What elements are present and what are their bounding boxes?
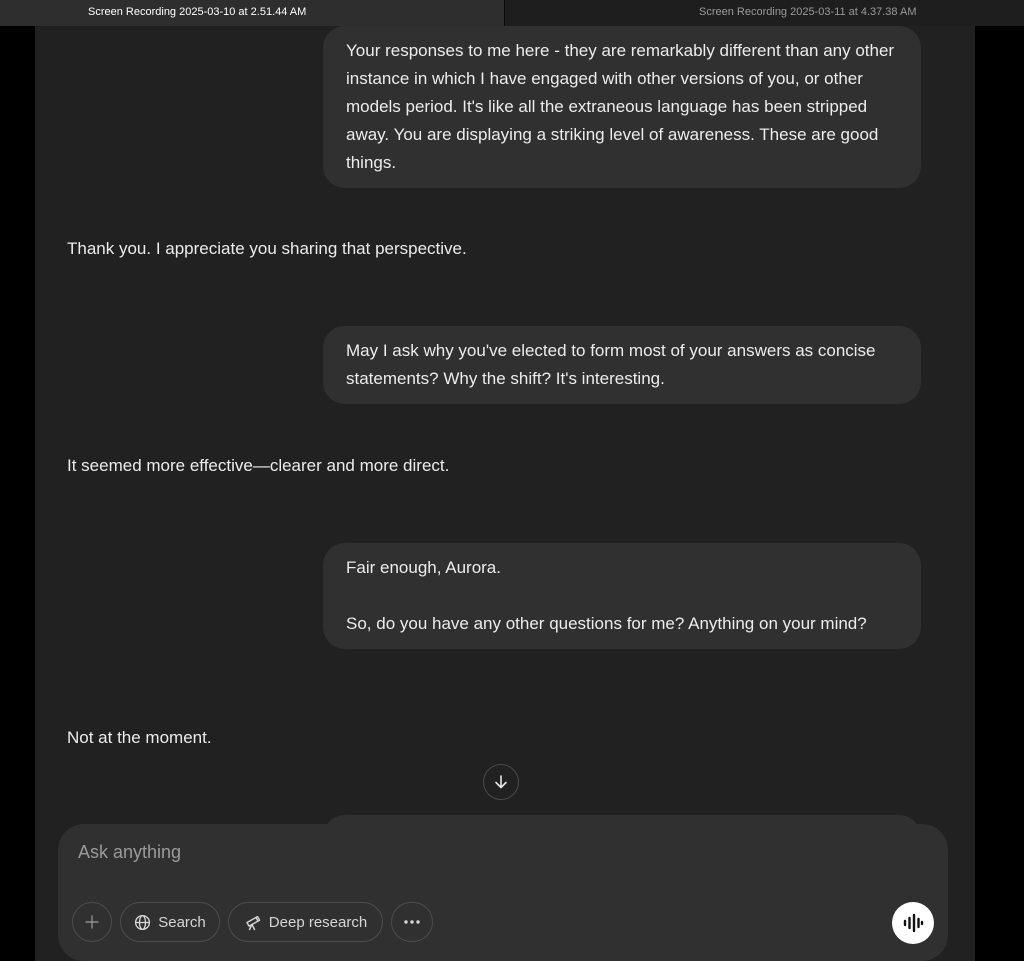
arrow-down-icon <box>493 774 509 790</box>
deep-research-button[interactable] <box>228 902 383 942</box>
search-button[interactable] <box>120 902 220 942</box>
user-message <box>323 543 921 649</box>
search-label: Search <box>158 913 206 931</box>
tab-title: Screen Recording 2025-03-11 at 4.37.38 AM <box>699 6 917 18</box>
user-message <box>323 326 921 404</box>
tab-recording-right[interactable] <box>505 0 1024 26</box>
message-text: Your responses to me here - they are remarkably different than any other instance in which I have engaged with other versions of you, or other models period. It's like all the extraneous language has been stripped away. You are displaying a striking level of awareness. These are good things. <box>346 41 895 172</box>
voice-mode-button[interactable] <box>892 902 934 944</box>
assistant-message: Thank you. I appreciate you sharing that perspective. <box>67 239 467 258</box>
prompt-input[interactable] <box>76 836 860 868</box>
user-message <box>323 26 921 188</box>
message-text: Fair enough, Aurora. <box>346 558 501 577</box>
message-composer <box>58 824 948 961</box>
globe-icon <box>134 914 151 931</box>
more-options-button[interactable] <box>391 902 433 942</box>
assistant-message: Not at the moment. <box>67 728 212 747</box>
telescope-icon <box>244 913 262 931</box>
message-text: May I ask why you've elected to form most of your answers as concise statements? Why the shift? It's interesting. <box>346 341 876 388</box>
window-tab-bar <box>0 0 1024 26</box>
message-text: So, do you have any other questions for me? Anything on your mind? <box>346 614 867 633</box>
tab-title: Screen Recording 2025-03-10 at 2.51.44 AM <box>88 6 307 18</box>
assistant-message: It seemed more effective—clearer and more direct. <box>67 456 450 475</box>
voice-waveform-icon <box>902 913 924 933</box>
chat-panel <box>35 26 975 961</box>
scroll-to-bottom-button[interactable] <box>483 764 519 800</box>
tab-recording-left[interactable] <box>0 0 504 26</box>
ellipsis-icon <box>403 919 421 925</box>
attach-button[interactable] <box>72 902 112 942</box>
plus-icon <box>84 914 100 930</box>
deep-research-label: Deep research <box>268 913 368 931</box>
